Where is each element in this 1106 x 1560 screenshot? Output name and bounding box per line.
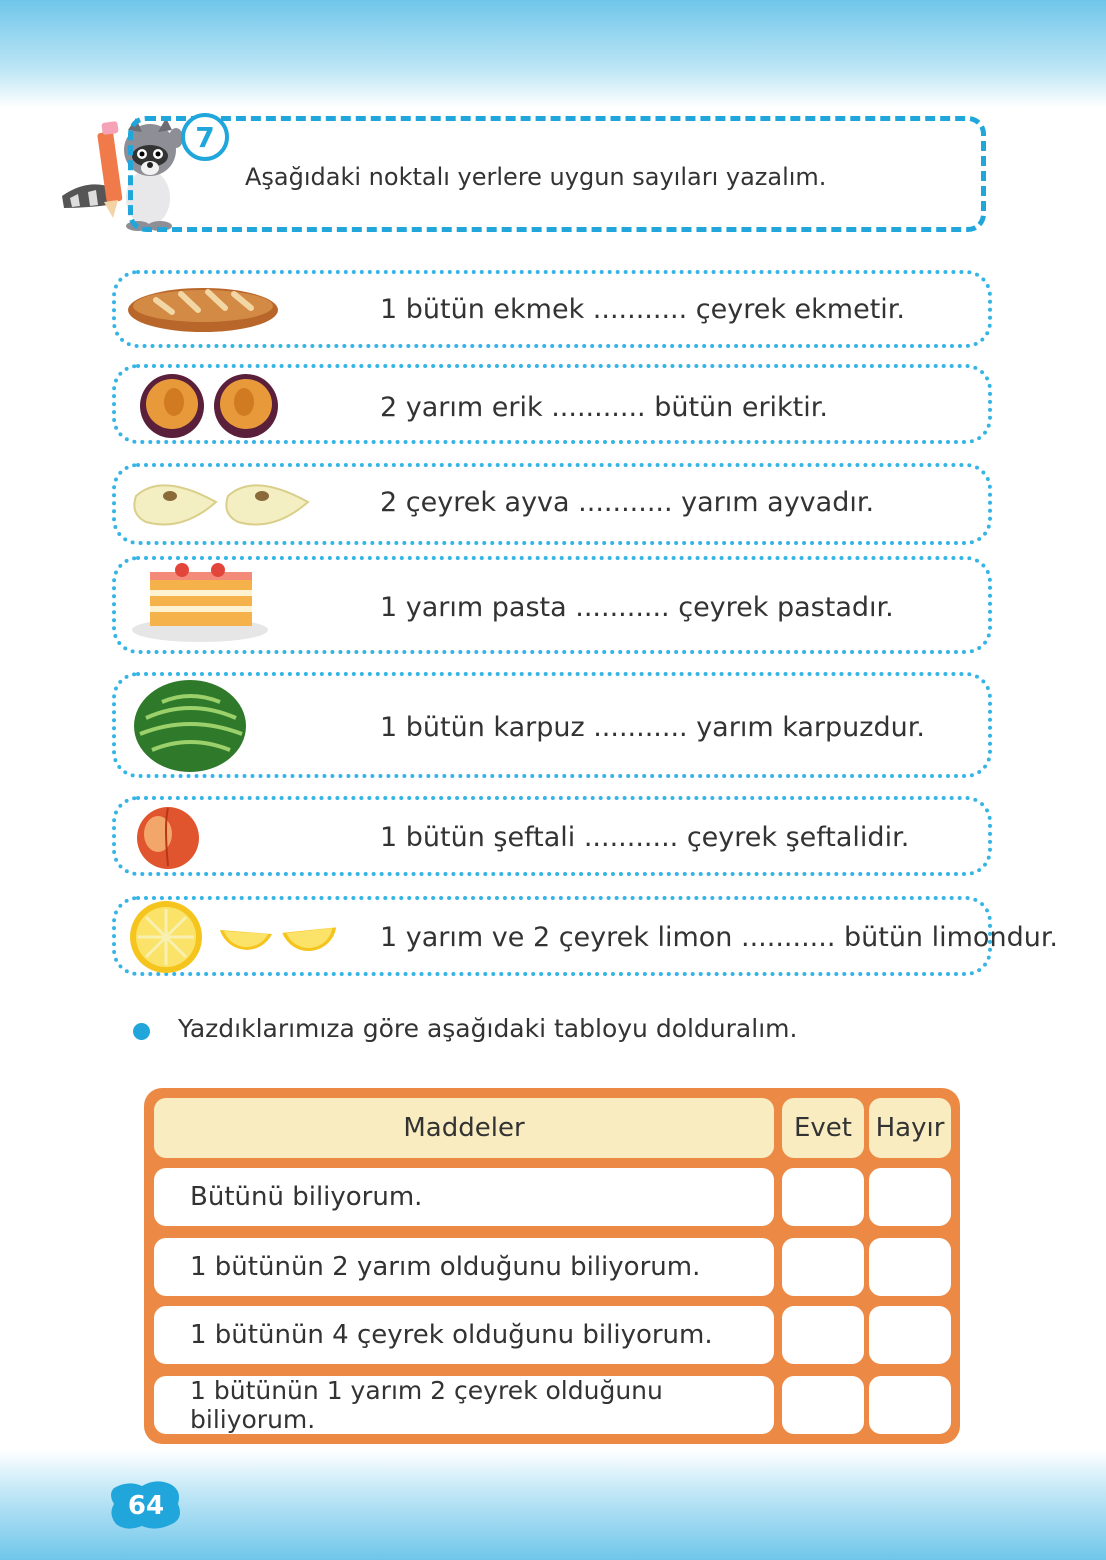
bullet-icon <box>133 1023 150 1040</box>
table-intro-text: Yazdıklarımıza göre aşağıdaki tabloyu dolduralım. <box>178 1014 798 1043</box>
row-text: 1 bütün karpuz ........... yarım karpuzdur. <box>380 712 925 743</box>
page-number-badge <box>108 1478 184 1532</box>
header-evet: Evet <box>782 1098 864 1158</box>
table-row-label: 1 bütünün 1 yarım 2 çeyrek olduğunu biliyorum. <box>154 1376 774 1434</box>
evet-checkbox[interactable] <box>782 1376 864 1434</box>
top-band <box>0 0 1106 108</box>
instruction-text: Aşağıdaki noktalı yerlere uygun sayıları yazalım. <box>245 163 827 191</box>
hayir-checkbox[interactable] <box>869 1168 951 1226</box>
row-text: 1 bütün ekmek ........... çeyrek ekmetir. <box>380 294 905 325</box>
evet-checkbox[interactable] <box>782 1238 864 1296</box>
table-row-label: Bütünü biliyorum. <box>154 1168 774 1226</box>
hayir-checkbox[interactable] <box>869 1376 951 1434</box>
header-maddeler: Maddeler <box>154 1098 774 1158</box>
row-text: 1 yarım pasta ........... çeyrek pastadır. <box>380 592 894 623</box>
cake-slice-icon <box>130 562 272 644</box>
row-text: 1 yarım ve 2 çeyrek limon ........... bütün limondur. <box>380 922 1059 953</box>
table-row-label: 1 bütünün 2 yarım olduğunu biliyorum. <box>154 1238 774 1296</box>
evet-checkbox[interactable] <box>782 1168 864 1226</box>
plum-halves-icon <box>136 370 282 440</box>
task-number-badge: 7 <box>181 113 229 161</box>
table-row-label: 1 bütünün 4 çeyrek olduğunu biliyorum. <box>154 1306 774 1364</box>
evet-checkbox[interactable] <box>782 1306 864 1364</box>
row-text: 2 yarım erik ........... bütün eriktir. <box>380 392 828 423</box>
quince-quarters-icon <box>132 474 316 530</box>
watermelon-icon <box>132 678 252 774</box>
row-text: 1 bütün şeftali ........... çeyrek şeftalidir. <box>380 822 910 853</box>
lemon-pieces-icon <box>128 900 344 974</box>
peach-icon <box>134 804 202 870</box>
page-number: 64 <box>127 1491 165 1521</box>
hayir-checkbox[interactable] <box>869 1238 951 1296</box>
bread-icon <box>126 282 281 334</box>
row-text: 2 çeyrek ayva ........... yarım ayvadır. <box>380 487 875 518</box>
header-hayir: Hayır <box>869 1098 951 1158</box>
hayir-checkbox[interactable] <box>869 1306 951 1364</box>
